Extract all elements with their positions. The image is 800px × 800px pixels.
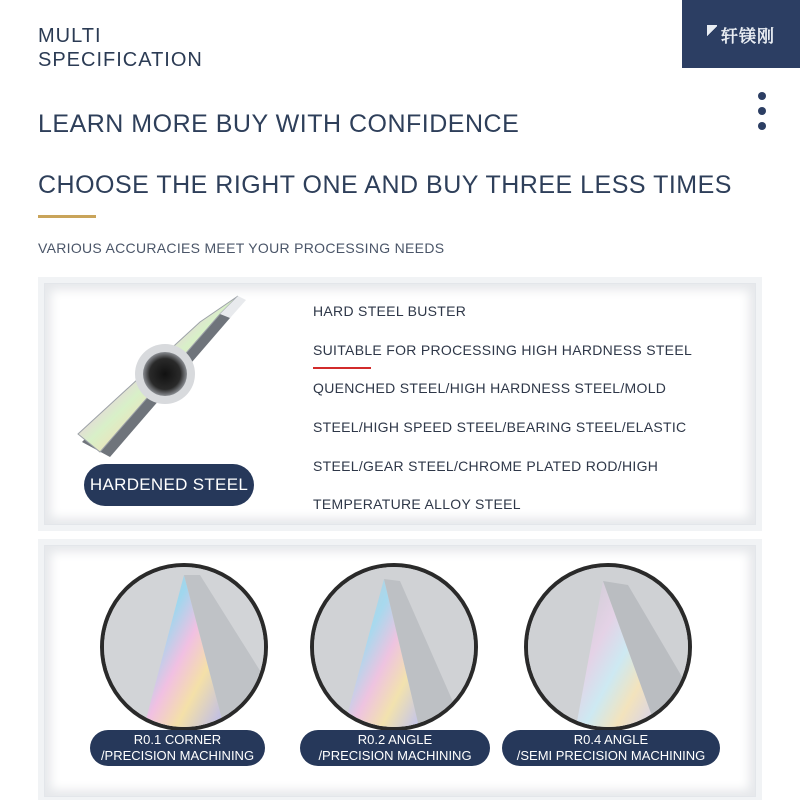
- subheading: VARIOUS ACCURACIES MEET YOUR PROCESSING NEEDS: [38, 240, 445, 256]
- tip-closeup-r04: [524, 563, 692, 731]
- tip-label-r04-line1: R0.4 ANGLE: [573, 732, 649, 747]
- tip-label-r02: [300, 730, 490, 766]
- tip-label-r04: [502, 730, 720, 766]
- logo-text: 轩镁刚: [721, 26, 775, 47]
- tip-label-r02-line1: R0.2 ANGLE: [357, 732, 433, 747]
- tip-label-r02-line2: /PRECISION MACHINING: [318, 748, 472, 763]
- tip-closeup-r01: [100, 563, 268, 731]
- tip-r02-image: [314, 567, 474, 727]
- tip-label-r01-line2: /PRECISION MACHINING: [100, 748, 255, 763]
- hardened-steel-badge: HARDENED STEEL: [84, 464, 254, 506]
- tip-label-r04-line2: /SEMI PRECISION MACHINING: [516, 748, 706, 763]
- tip-closeup-r02: [310, 563, 478, 731]
- logo-blade-icon: [707, 25, 717, 43]
- section-title-line2: SPECIFICATION: [38, 49, 203, 71]
- heading-choose: CHOOSE THE RIGHT ONE AND BUY THREE LESS TIMES: [38, 171, 732, 199]
- brand-logo: [682, 0, 800, 68]
- tip-label-r01-line1: R0.1 CORNER: [133, 732, 222, 747]
- tip-label-r01: [90, 730, 265, 766]
- spec-line-3: QUENCHED STEEL/HIGH HARDNESS STEEL/MOLD: [313, 380, 667, 396]
- spec-line-1: HARD STEEL BUSTER: [313, 303, 467, 319]
- carbide-insert-image: [70, 292, 255, 467]
- spec-line-4: STEEL/HIGH SPEED STEEL/BEARING STEEL/ELASTIC: [313, 419, 687, 435]
- section-title: [38, 24, 203, 72]
- heading-learn-more: LEARN MORE BUY WITH CONFIDENCE: [38, 110, 520, 138]
- spec-line-5: STEEL/GEAR STEEL/CHROME PLATED ROD/HIGH: [313, 458, 659, 474]
- spec-line-2: SUITABLE FOR PROCESSING HIGH HARDNESS STEEL: [313, 342, 693, 358]
- red-underline: [313, 367, 371, 369]
- section-title-line1: MULTI: [38, 25, 102, 47]
- tip-r01-image: [104, 567, 264, 727]
- spec-line-6: TEMPERATURE ALLOY STEEL: [313, 496, 521, 512]
- more-menu-icon[interactable]: [756, 92, 768, 132]
- tip-r04-image: [528, 567, 688, 727]
- gold-divider: [38, 215, 96, 218]
